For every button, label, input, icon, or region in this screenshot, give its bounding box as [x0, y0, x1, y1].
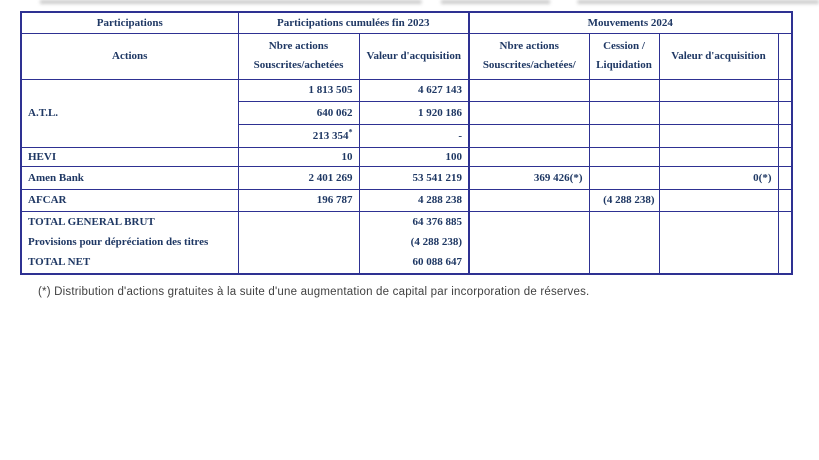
cell-atl-nbre-3: [238, 124, 359, 147]
cell-atl-valeur-1: 4 627 143: [359, 79, 469, 101]
total-net-label: TOTAL NET: [28, 256, 91, 269]
header-cumulees-2023: Participations cumulées fin 2023: [238, 12, 469, 33]
cell-totals-mvt-valeur: [659, 211, 778, 274]
atl-nbre-3-asterisk: *: [348, 126, 353, 136]
cell-atl-mvt-valeur-1: [659, 79, 778, 101]
cell-atl-mvt-nbre-2: [469, 101, 589, 124]
total-net-value: 60 088 647: [412, 256, 462, 269]
cell-amen-nbre: 2 401 269: [238, 166, 359, 189]
header-valeur-acquisition-2024: Valeur d'acquisition: [659, 33, 778, 79]
header-mouvements-2024: Mouvements 2024: [469, 12, 792, 33]
header-columns-row: [21, 33, 792, 79]
cell-amen-cession: [589, 166, 659, 189]
total-general-brut-label: TOTAL GENERAL BRUT: [28, 216, 155, 229]
cell-atl-cession-1: [589, 79, 659, 101]
cell-atl-valeur-2: 1 920 186: [359, 101, 469, 124]
cell-totals-valeurs: [359, 211, 469, 274]
atl-nbre-3-value: 213 354: [312, 129, 349, 142]
participations-table: [20, 11, 793, 275]
cell-atl-mvt-valeur-2: [659, 101, 778, 124]
header-cession-liquidation: [589, 33, 659, 79]
cropped-text-artifact: [40, 0, 819, 4]
provisions-label: Provisions pour dépréciation des titres: [28, 236, 209, 249]
cell-totals-sliver: [778, 211, 792, 274]
cell-hevi-valeur: 100: [359, 147, 469, 166]
table-row-afcar: [21, 189, 792, 211]
cell-atl-mvt-valeur-3: [659, 124, 778, 147]
header-group-row: [21, 12, 792, 33]
header-nbre-actions-2024-line2: Souscrites/achetées/: [482, 59, 576, 71]
cell-atl-cession-2: [589, 101, 659, 124]
cell-atl-sliver-1: [778, 79, 792, 101]
cell-amen-label: Amen Bank: [21, 166, 238, 189]
cell-amen-mvt-nbre: 369 426(*): [469, 166, 589, 189]
header-nbre-actions-2023: [238, 33, 359, 79]
cell-totals-mvt-nbre: [469, 211, 589, 274]
cell-atl-valeur-3: -: [359, 124, 469, 147]
header-cession-line1: Cession /: [603, 40, 645, 52]
cell-totals-labels: [21, 211, 238, 274]
cell-hevi-nbre: 10: [238, 147, 359, 166]
cell-amen-sliver: [778, 166, 792, 189]
provisions-value: (4 288 238): [410, 236, 462, 249]
cell-hevi-mvt-nbre: [469, 147, 589, 166]
cell-atl-label: A.T.L.: [21, 79, 238, 147]
header-nbre-actions-2024-line1: Nbre actions: [499, 40, 559, 52]
cell-afcar-mvt-valeur: [659, 189, 778, 211]
cell-atl-sliver-2: [778, 101, 792, 124]
table-row-hevi: [21, 147, 792, 166]
header-valeur-acquisition-2023: Valeur d'acquisition: [359, 33, 469, 79]
header-participations: Participations: [21, 12, 238, 33]
cell-atl-nbre-1: 1 813 505: [238, 79, 359, 101]
cell-afcar-nbre: 196 787: [238, 189, 359, 211]
cell-atl-cession-3: [589, 124, 659, 147]
header-actions: Actions: [21, 33, 238, 79]
total-general-brut-value: 64 376 885: [412, 216, 462, 229]
cell-afcar-mvt-nbre: [469, 189, 589, 211]
header-nbre-actions-2023-line1: Nbre actions: [268, 40, 329, 52]
cell-afcar-sliver: [778, 189, 792, 211]
cell-totals-cession: [589, 211, 659, 274]
cell-hevi-cession: [589, 147, 659, 166]
cell-totals-nbre: [238, 211, 359, 274]
cell-atl-nbre-2: 640 062: [238, 101, 359, 124]
cell-hevi-mvt-valeur: [659, 147, 778, 166]
table-row-atl-1: [21, 79, 792, 101]
cell-hevi-label: HEVI: [21, 147, 238, 166]
header-nbre-actions-2023-line2: Souscrites/achetées: [253, 59, 344, 71]
table-row-totals: [21, 211, 792, 274]
cell-afcar-cession: (4 288 238): [589, 189, 659, 211]
cell-amen-valeur: 53 541 219: [359, 166, 469, 189]
cell-atl-sliver-3: [778, 124, 792, 147]
footnote: (*) Distribution d'actions gratuites à la suite d'une augmentation de capital par incorporation de réserves.: [38, 286, 590, 298]
header-empty-sliver: [778, 33, 792, 79]
table-row-amen-bank: [21, 166, 792, 189]
header-nbre-actions-2024: [469, 33, 589, 79]
cell-hevi-sliver: [778, 147, 792, 166]
cell-afcar-valeur: 4 288 238: [359, 189, 469, 211]
cell-atl-mvt-nbre-1: [469, 79, 589, 101]
cell-atl-mvt-nbre-3: [469, 124, 589, 147]
cell-amen-mvt-valeur: 0(*): [659, 166, 778, 189]
cell-afcar-label: AFCAR: [21, 189, 238, 211]
header-cession-line2: Liquidation: [596, 59, 652, 71]
